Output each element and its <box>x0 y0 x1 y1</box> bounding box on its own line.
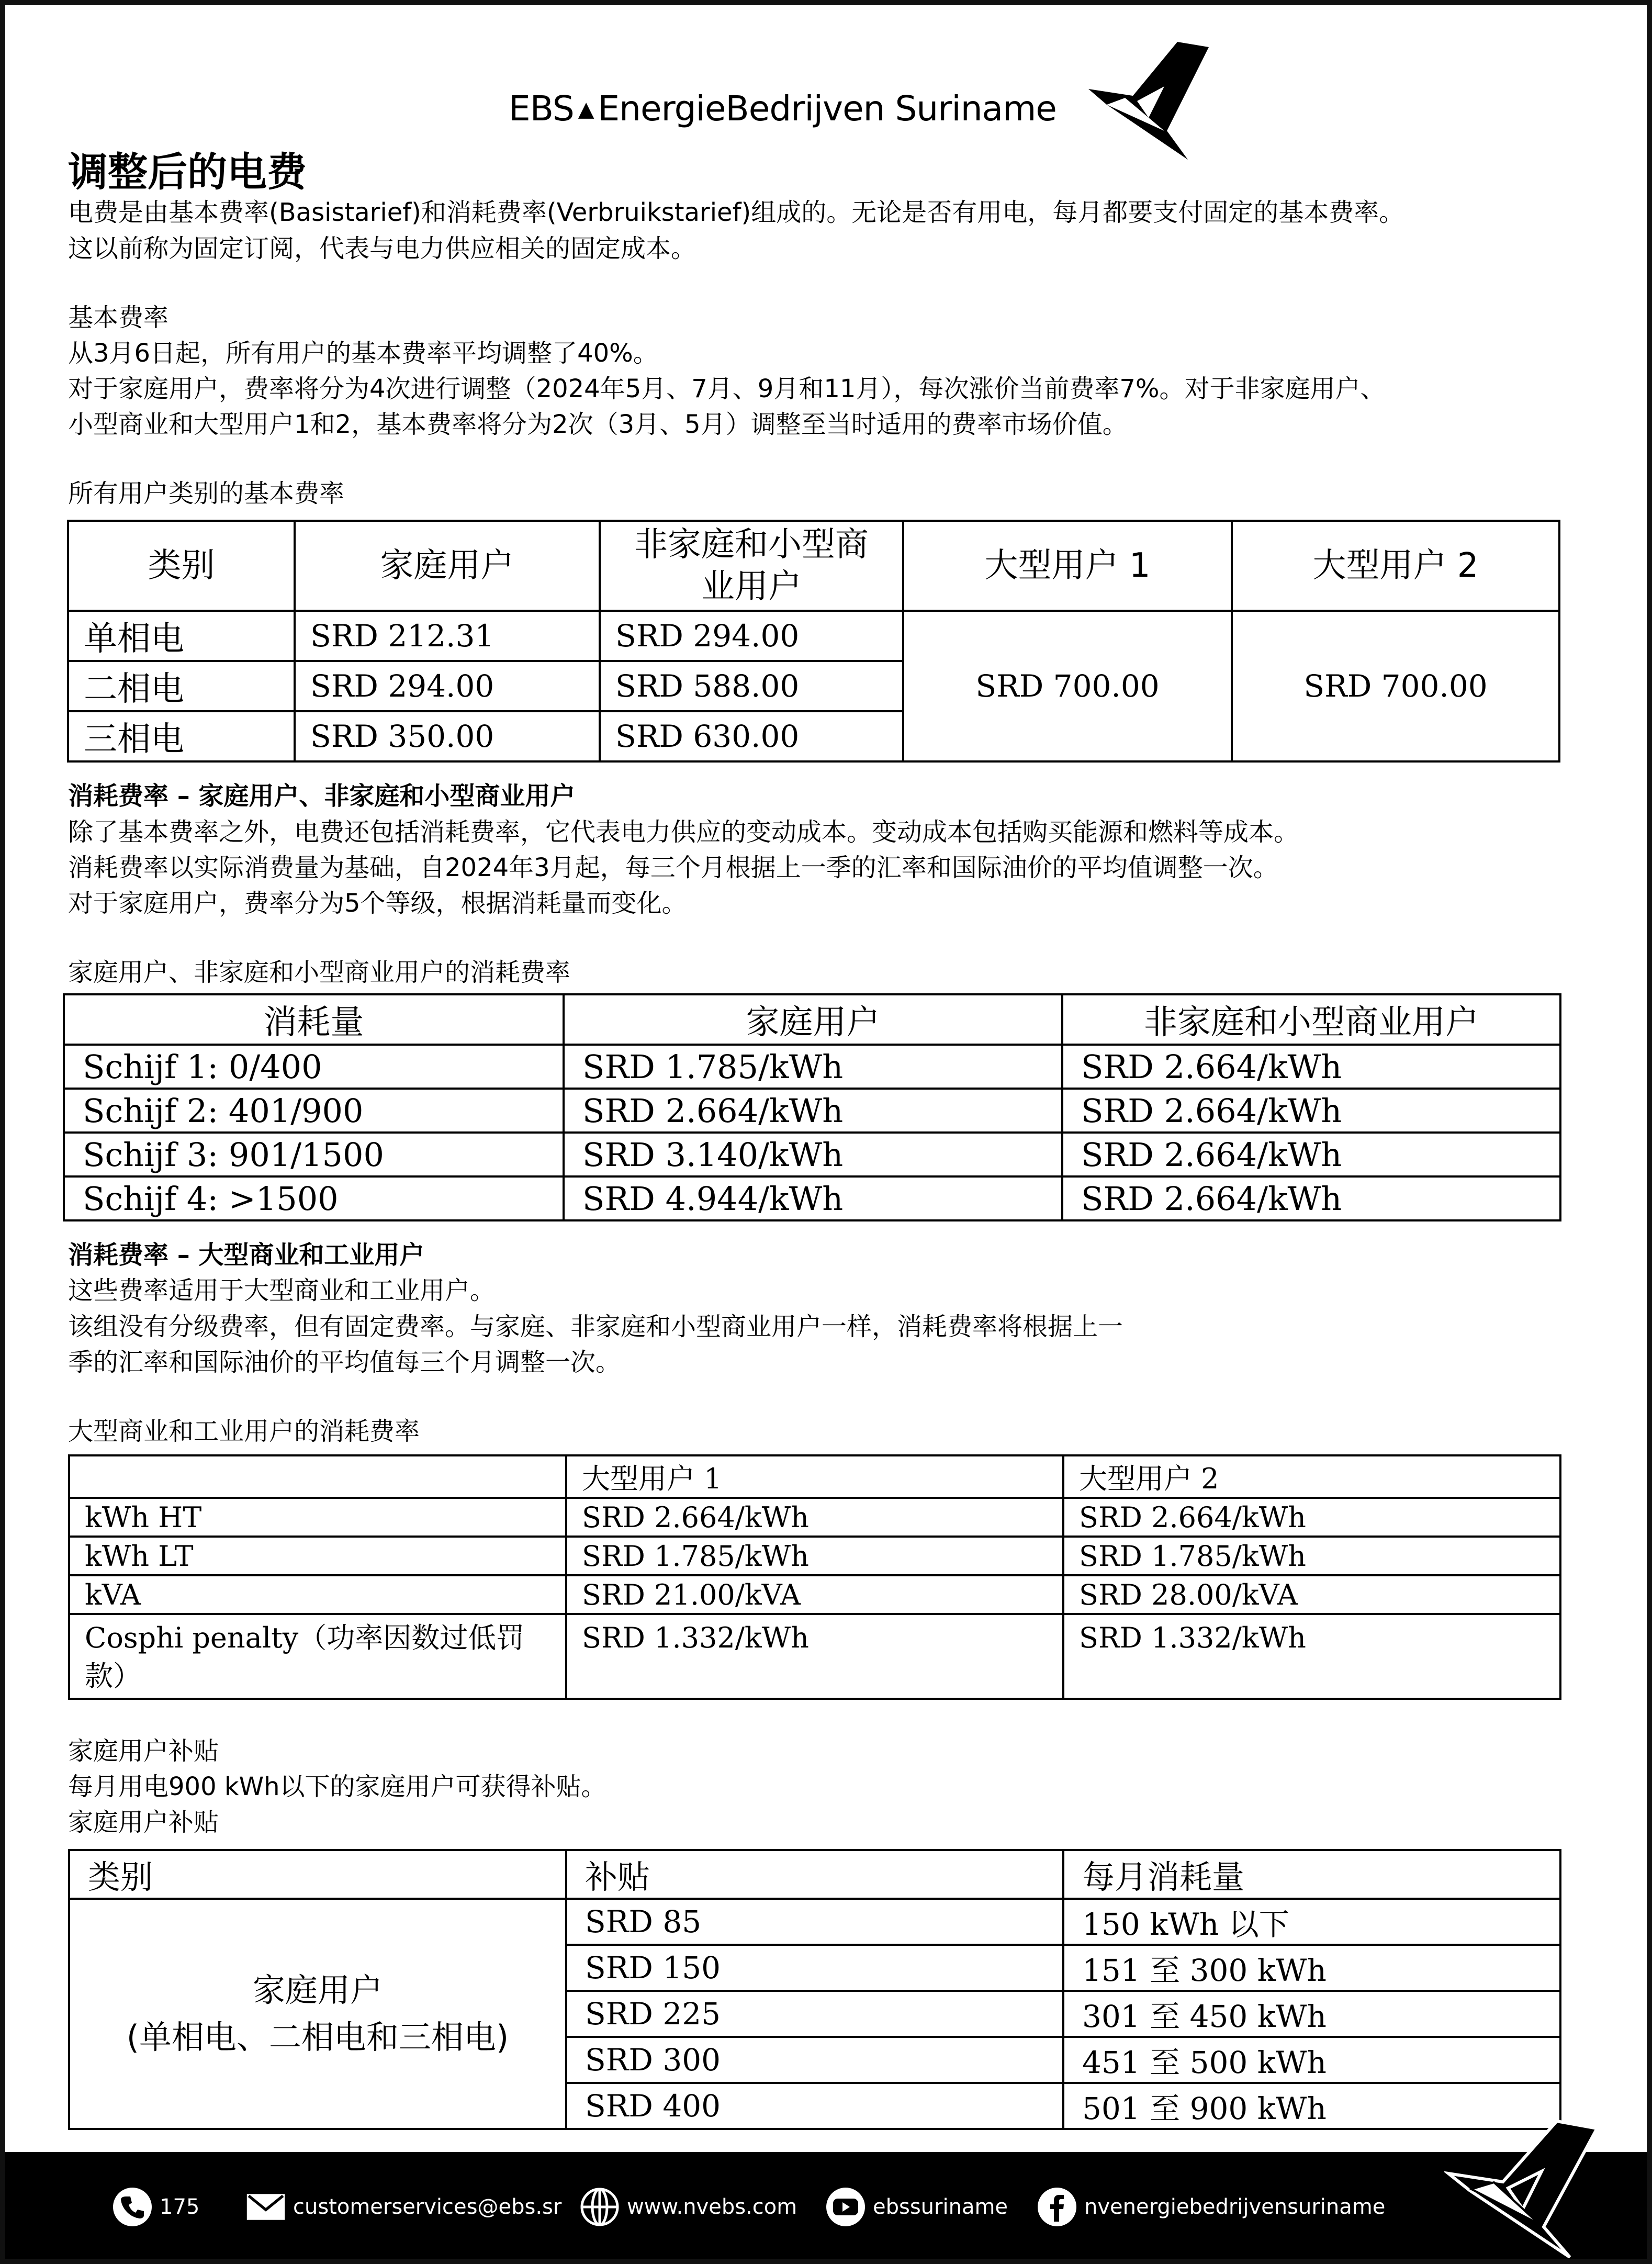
basic-line-3: 小型商业和大型用户1和2，基本费率将分为2次（3月、5月）调整至当时适用的费率市场价值。 <box>68 410 1128 440</box>
header-nonhousehold: 非家庭和小型商业用户 <box>600 521 903 611</box>
triangle-icon: ▲ <box>578 97 594 121</box>
cell-nonhousehold: SRD 2.664/kWh <box>1062 1045 1560 1089</box>
envelope-icon <box>246 2187 286 2227</box>
basic-table-caption: 所有用户类别的基本费率 <box>68 479 345 509</box>
phone-icon <box>113 2187 152 2227</box>
page-footer <box>5 2152 1647 2259</box>
basic-rate-table <box>67 520 1560 763</box>
cell-tier: Schijf 1: 0/400 <box>64 1045 564 1089</box>
table-row <box>64 1176 1560 1220</box>
cell-item: kWh LT <box>69 1537 566 1575</box>
cell-tier: Schijf 4: >1500 <box>64 1176 564 1220</box>
category-line-2: (单相电、二相电和三相电) <box>126 2018 509 2056</box>
cell-large-2: SRD 28.00/kVA <box>1063 1575 1560 1614</box>
table-row <box>64 1133 1560 1176</box>
footer-facebook-text: nvenergiebedrijvensuriname <box>1084 2195 1386 2219</box>
cell-large-1: SRD 700.00 <box>903 611 1232 761</box>
cell-subsidy: SRD 150 <box>566 1945 1063 1991</box>
cell-tier: Schijf 3: 901/1500 <box>64 1133 564 1176</box>
header-household: 家庭用户 <box>295 521 600 611</box>
cell-household: SRD 3.140/kWh <box>564 1133 1062 1176</box>
table-row <box>64 1045 1560 1089</box>
footer-phone[interactable] <box>113 2186 199 2228</box>
footer-youtube[interactable] <box>826 2186 1008 2228</box>
intro-line-1: 电费是由基本费率(Basistarief)和消耗费率(Verbruikstarief)组成的。无论是否有用电，每月都要支付固定的基本费率。 <box>68 198 1404 228</box>
table-row <box>69 1537 1560 1575</box>
cell-subsidy: SRD 85 <box>566 1899 1063 1945</box>
footer-website[interactable] <box>580 2186 797 2228</box>
table-header-row <box>64 994 1560 1045</box>
cell-item: kVA <box>69 1575 566 1614</box>
consumption-large-table <box>68 1454 1561 1700</box>
consumption-large-heading: 消耗费率 – 大型商业和工业用户 <box>68 1240 425 1270</box>
cell-item: kWh HT <box>69 1498 566 1537</box>
header-blank <box>69 1455 566 1498</box>
table-row <box>69 1614 1560 1699</box>
cell-category: 单相电 <box>68 611 295 661</box>
footer-youtube-text: ebssuriname <box>873 2195 1008 2219</box>
cell-subsidy: SRD 300 <box>566 2037 1063 2083</box>
cell-category: 三相电 <box>68 711 295 761</box>
cell-nonhousehold: SRD 2.664/kWh <box>1062 1133 1560 1176</box>
cell-nonhousehold: SRD 2.664/kWh <box>1062 1176 1560 1220</box>
cell-household: SRD 4.944/kWh <box>564 1176 1062 1220</box>
header-large-2: 大型用户 2 <box>1063 1455 1560 1498</box>
cell-nonhousehold: SRD 2.664/kWh <box>1062 1089 1560 1133</box>
intro-line-2: 这以前称为固定订阅，代表与电力供应相关的固定成本。 <box>68 233 696 263</box>
consumption-large-table-caption: 大型商业和工业用户的消耗费率 <box>68 1416 420 1446</box>
header-large-2: 大型用户 2 <box>1232 521 1559 611</box>
cell-household: SRD 212.31 <box>295 611 600 661</box>
header-monthly-consumption: 每月消耗量 <box>1063 1850 1560 1899</box>
subsidy-table-caption: 家庭用户补贴 <box>68 1808 219 1837</box>
cell-consumption: 151 至 300 kWh <box>1063 1945 1560 1991</box>
page-content <box>68 149 1596 2130</box>
basic-line-2: 对于家庭用户，费率将分为4次进行调整（2024年5月、7月、9月和11月），每次涨价当前费率7%。对于非家庭用户、 <box>68 374 1386 404</box>
cell-consumption: 301 至 450 kWh <box>1063 1991 1560 2037</box>
subsidy-heading: 家庭用户补贴 <box>68 1736 219 1766</box>
table-row <box>68 611 1559 661</box>
consumption-small-table <box>63 993 1561 1221</box>
cell-large-2: SRD 700.00 <box>1232 611 1559 761</box>
consumption-large-line-2: 该组没有分级费率，但有固定费率。与家庭、非家庭和小型商业用户一样，消耗费率将根据上一 <box>68 1312 1123 1341</box>
subsidy-table <box>68 1849 1561 2130</box>
table-row <box>69 1575 1560 1614</box>
consumption-small-line-2: 消耗费率以实际消费量为基础，自2024年3月起，每三个月根据上一季的汇率和国际油价的平均值调整一次。 <box>68 853 1278 882</box>
table-header-row <box>69 1850 1560 1899</box>
header-large-1: 大型用户 1 <box>566 1455 1063 1498</box>
table-header-row <box>68 521 1559 611</box>
header-nonhousehold: 非家庭和小型商业用户 <box>1062 994 1560 1045</box>
table-row <box>69 1899 1560 1945</box>
cell-consumption: 150 kWh 以下 <box>1063 1899 1560 1945</box>
footer-facebook[interactable] <box>1037 2186 1385 2228</box>
cell-tier: Schijf 2: 401/900 <box>64 1089 564 1133</box>
consumption-large-line-1: 这些费率适用于大型商业和工业用户。 <box>68 1276 496 1306</box>
consumption-small-line-3: 对于家庭用户，费率分为5个等级，根据消耗量而变化。 <box>68 888 687 918</box>
cell-household: SRD 294.00 <box>295 661 600 711</box>
cell-large-1: SRD 1.332/kWh <box>566 1614 1063 1699</box>
subsidy-line: 每月用电900 kWh以下的家庭用户可获得补贴。 <box>68 1772 606 1802</box>
cell-subsidy: SRD 225 <box>566 1991 1063 2037</box>
header-large-1: 大型用户 1 <box>903 521 1232 611</box>
facebook-icon <box>1037 2187 1077 2227</box>
consumption-small-line-1: 除了基本费率之外，电费还包括消耗费率，它代表电力供应的变动成本。变动成本包括购买能源和燃料等成本。 <box>68 817 1299 847</box>
cell-subsidy: SRD 400 <box>566 2083 1063 2129</box>
page-header <box>0 18 1652 144</box>
footer-website-text: www.nvebs.com <box>627 2195 797 2219</box>
table-header-row <box>69 1455 1560 1498</box>
cell-nonhousehold: SRD 294.00 <box>600 611 903 661</box>
page-title: 调整后的电费 <box>68 149 307 195</box>
ebs-logo-icon <box>1086 39 1211 160</box>
basic-heading: 基本费率 <box>68 302 169 332</box>
cell-large-2: SRD 1.785/kWh <box>1063 1537 1560 1575</box>
consumption-large-line-3: 季的汇率和国际油价的平均值每三个月调整一次。 <box>68 1347 621 1377</box>
header-category: 类别 <box>69 1850 566 1899</box>
cell-consumption: 451 至 500 kWh <box>1063 2037 1560 2083</box>
cell-large-2: SRD 2.664/kWh <box>1063 1498 1560 1537</box>
cell-consumption: 501 至 900 kWh <box>1063 2083 1560 2129</box>
footer-phone-text: 175 <box>160 2195 200 2219</box>
consumption-small-table-caption: 家庭用户、非家庭和小型商业用户的消耗费率 <box>68 958 571 988</box>
globe-icon <box>580 2187 620 2227</box>
consumption-small-heading: 消耗费率 – 家庭用户、非家庭和小型商业用户 <box>68 781 576 811</box>
ebs-logo-icon <box>1444 2117 1601 2258</box>
basic-line-1: 从3月6日起，所有用户的基本费率平均调整了40%。 <box>68 338 658 368</box>
cell-category <box>69 1899 566 2129</box>
brand-wordmark <box>509 88 1057 129</box>
cell-item: Cosphi penalty（功率因数过低罚款） <box>69 1614 566 1699</box>
cell-household: SRD 2.664/kWh <box>564 1089 1062 1133</box>
cell-large-2: SRD 1.332/kWh <box>1063 1614 1560 1699</box>
cell-large-1: SRD 2.664/kWh <box>566 1498 1063 1537</box>
footer-email-text: customerservices@ebs.sr <box>293 2195 562 2219</box>
brand-ebs: EBS <box>509 88 574 129</box>
cell-household: SRD 1.785/kWh <box>564 1045 1062 1089</box>
category-line-1: 家庭用户 <box>252 1970 383 2009</box>
footer-email[interactable] <box>246 2186 561 2228</box>
cell-category: 二相电 <box>68 661 295 711</box>
cell-large-1: SRD 21.00/kVA <box>566 1575 1063 1614</box>
header-category: 类别 <box>68 521 295 611</box>
header-subsidy: 补贴 <box>566 1850 1063 1899</box>
cell-nonhousehold: SRD 588.00 <box>600 661 903 711</box>
cell-household: SRD 350.00 <box>295 711 600 761</box>
cell-large-1: SRD 1.785/kWh <box>566 1537 1063 1575</box>
header-household: 家庭用户 <box>564 994 1062 1045</box>
brand-name: EnergieBedrijven Suriname <box>598 88 1057 129</box>
table-row <box>64 1089 1560 1133</box>
youtube-icon <box>826 2187 866 2227</box>
cell-nonhousehold: SRD 630.00 <box>600 711 903 761</box>
table-row <box>69 1498 1560 1537</box>
header-consumption: 消耗量 <box>64 994 564 1045</box>
